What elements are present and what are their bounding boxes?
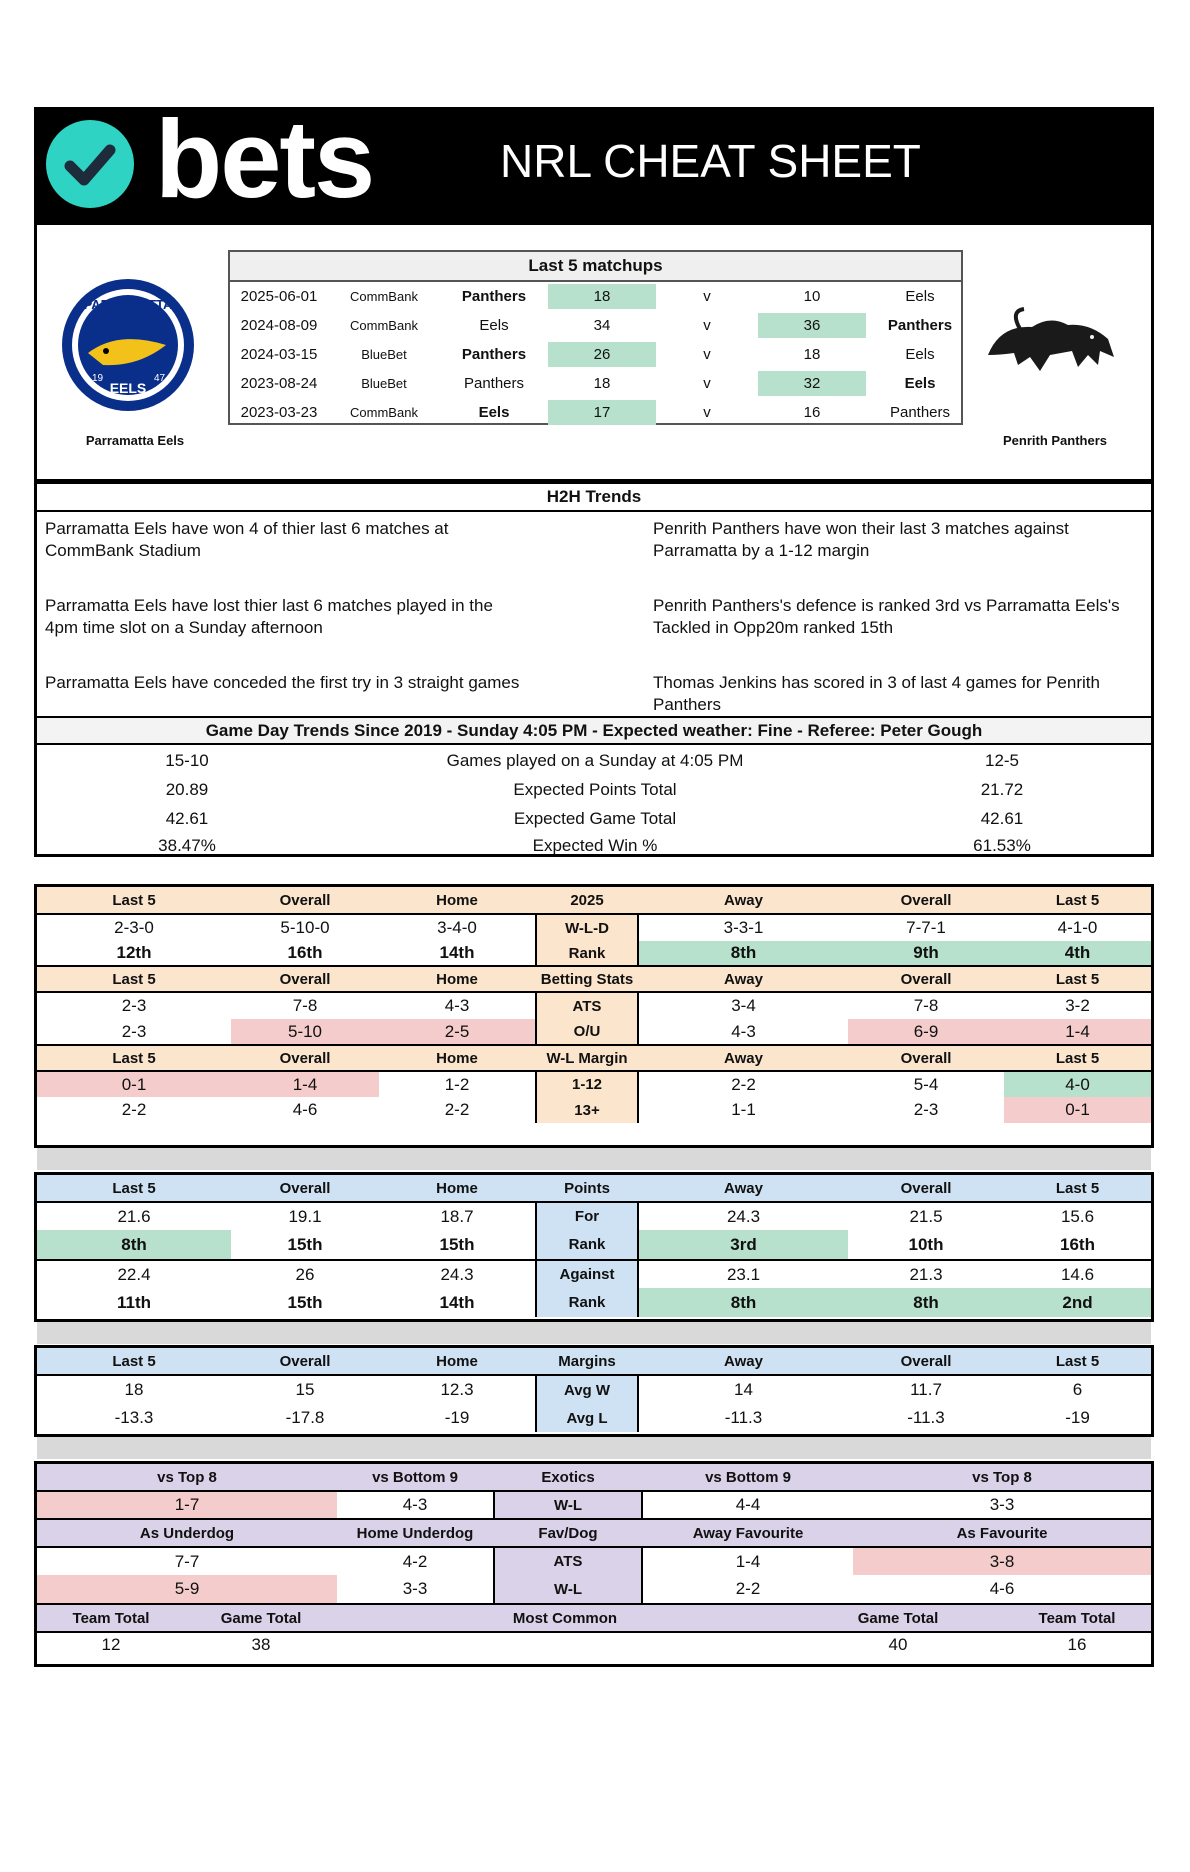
versus: v bbox=[703, 317, 711, 334]
exotics-cell: 3-3 bbox=[989, 1495, 1015, 1514]
exotics-cell: 38 bbox=[251, 1635, 271, 1654]
exotics-cell: Exotics bbox=[493, 1464, 643, 1490]
season-cell: 2-2 bbox=[731, 1074, 756, 1094]
points-cell: For bbox=[535, 1203, 639, 1230]
svg-text:47: 47 bbox=[154, 373, 166, 384]
margins-cell: -11.3 bbox=[907, 1408, 945, 1427]
season-cell: Overall bbox=[848, 967, 1004, 991]
points-header-row bbox=[37, 1175, 1151, 1201]
bets-logo-icon bbox=[46, 120, 134, 208]
last5-row bbox=[230, 369, 961, 398]
margins-cell: -13.3 bbox=[114, 1408, 154, 1427]
exotics-cell: 1-7 bbox=[37, 1492, 337, 1518]
exotics-cell: Most Common bbox=[337, 1605, 793, 1631]
season-cell: 14th bbox=[439, 943, 475, 962]
match-venue: BlueBet bbox=[361, 347, 407, 362]
away-score: 36 bbox=[758, 313, 866, 338]
separator-band bbox=[37, 1437, 1151, 1459]
match-venue: CommBank bbox=[350, 289, 418, 304]
season-cell: Last 5 bbox=[1004, 1046, 1151, 1070]
season-cell: 2-3 bbox=[913, 1100, 939, 1119]
margins-cell: Away bbox=[639, 1348, 848, 1374]
points-cell: 2nd bbox=[1004, 1288, 1151, 1317]
margins-cell: -19 bbox=[444, 1408, 470, 1427]
h2h-trend-right-1: Penrith Panthers have won their last 3 matches against Parramatta by a 1-12 margin bbox=[653, 519, 1069, 560]
exotics-cell: As Underdog bbox=[37, 1520, 337, 1546]
betting-ats-row bbox=[37, 991, 1151, 1019]
exotics-cell: vs Bottom 9 bbox=[643, 1464, 853, 1490]
season-rank-row bbox=[37, 941, 1151, 965]
season-wld-row bbox=[37, 913, 1151, 941]
season-cell: 1-2 bbox=[444, 1074, 470, 1094]
separator-band bbox=[37, 1148, 1151, 1170]
season-cell: Last 5 bbox=[1004, 887, 1151, 913]
margin-header-row bbox=[37, 1044, 1151, 1070]
versus: v bbox=[703, 404, 711, 421]
home-team: Eels bbox=[479, 317, 509, 334]
points-cell: 15th bbox=[287, 1234, 323, 1254]
exotics-cell: As Favourite bbox=[853, 1520, 1151, 1546]
season-cell: O/U bbox=[535, 1019, 639, 1044]
exotics-cell: W-L bbox=[493, 1492, 643, 1518]
season-cell: 1-1 bbox=[731, 1100, 756, 1119]
season-cell: 5-10 bbox=[231, 1019, 379, 1044]
season-cell: 2-2 bbox=[121, 1100, 147, 1119]
gameday-label: Expected Game Total bbox=[513, 808, 677, 828]
margins-cell: 15 bbox=[295, 1380, 315, 1399]
exotics-cell: 3-3 bbox=[402, 1579, 428, 1598]
away-team-name: Penrith Panthers bbox=[1002, 433, 1108, 448]
season-cell: Last 5 bbox=[37, 1046, 231, 1070]
points-cell: 15th bbox=[287, 1292, 323, 1312]
away-team: Eels bbox=[905, 346, 935, 363]
season-cell: 2-5 bbox=[379, 1019, 535, 1044]
exotics-header-row bbox=[37, 1464, 1151, 1490]
margins-panel bbox=[34, 1345, 1154, 1437]
gameday-value-away: 12-5 bbox=[984, 750, 1020, 770]
points-cell: 8th bbox=[848, 1288, 1004, 1317]
season-cell: Last 5 bbox=[37, 967, 231, 991]
season-cell: 0-1 bbox=[37, 1072, 231, 1097]
margins-cell: Margins bbox=[535, 1348, 639, 1374]
season-cell: 5-4 bbox=[913, 1074, 939, 1094]
season-cell: 4-0 bbox=[1004, 1072, 1151, 1097]
season-cell: 13+ bbox=[535, 1097, 639, 1123]
season-cell: 2-2 bbox=[444, 1100, 470, 1119]
h2h-trend-left-3: Parramatta Eels have conceded the first try in 3 straight games bbox=[45, 673, 520, 692]
season-stats-panel bbox=[34, 884, 1154, 1148]
season-cell: 16th bbox=[287, 943, 323, 962]
gameday-value-home: 42.61 bbox=[165, 808, 209, 828]
points-cell: 19.1 bbox=[288, 1206, 322, 1226]
points-cell: Overall bbox=[848, 1175, 1004, 1201]
season-cell: Overall bbox=[848, 887, 1004, 913]
margins-cell: Overall bbox=[848, 1348, 1004, 1374]
points-cell: Home bbox=[379, 1175, 535, 1201]
season-cell: 6-9 bbox=[848, 1019, 1004, 1044]
last5-matchups-table bbox=[228, 250, 963, 425]
points-for-row bbox=[37, 1201, 1151, 1230]
gameday-label: Expected Points Total bbox=[513, 779, 677, 799]
h2h-panel bbox=[34, 481, 1154, 857]
exotics-cell: vs Top 8 bbox=[853, 1464, 1151, 1490]
match-venue: CommBank bbox=[350, 318, 418, 333]
gameday-value-home: 38.47% bbox=[158, 835, 216, 855]
page-title: NRL CHEAT SHEET bbox=[500, 135, 921, 187]
match-date: 2025-06-01 bbox=[240, 288, 318, 305]
margins-avgl-row bbox=[37, 1404, 1151, 1432]
penrith-panthers-logo-icon bbox=[980, 305, 1120, 385]
points-for-rank-row bbox=[37, 1230, 1151, 1259]
season-cell: 1-12 bbox=[535, 1072, 639, 1097]
svg-text:PARRAMATTA: PARRAMATTA bbox=[83, 297, 173, 312]
away-team: Eels bbox=[904, 375, 936, 392]
match-date: 2023-03-23 bbox=[240, 404, 318, 421]
h2h-trend-left-2: Parramatta Eels have lost thier last 6 matches played in the 4pm time slot on a Sunday afternoon bbox=[45, 596, 493, 637]
margins-header-row bbox=[37, 1348, 1151, 1374]
h2h-trend-left-1: Parramatta Eels have won 4 of thier last 6 matches at CommBank Stadium bbox=[45, 519, 449, 560]
exotics-cell: Team Total bbox=[37, 1605, 185, 1631]
exotics-cell: vs Top 8 bbox=[37, 1464, 337, 1490]
exotics-cell: 1-4 bbox=[735, 1551, 761, 1571]
gameday-value-home: 15-10 bbox=[165, 750, 209, 770]
away-score: 32 bbox=[758, 371, 866, 396]
exotics-cell bbox=[337, 1633, 793, 1657]
away-score: 10 bbox=[803, 288, 821, 305]
last5-row bbox=[230, 398, 961, 427]
gameday-label: Expected Win % bbox=[532, 835, 658, 855]
exotics-cell: 4-4 bbox=[735, 1495, 761, 1514]
margins-cell: -11.3 bbox=[724, 1408, 763, 1427]
season-cell: 2-3-0 bbox=[114, 918, 154, 937]
season-cell: W-L-D bbox=[535, 915, 639, 941]
season-cell: 7-7-1 bbox=[906, 918, 946, 937]
separator-band bbox=[37, 1322, 1151, 1344]
match-date: 2023-08-24 bbox=[240, 375, 318, 392]
exotics-cell: 16 bbox=[1067, 1635, 1087, 1654]
points-cell: Rank bbox=[535, 1288, 639, 1317]
season-cell: 9th bbox=[848, 941, 1004, 965]
season-cell: Overall bbox=[231, 967, 379, 991]
margins-cell: Avg W bbox=[535, 1376, 639, 1404]
last5-title: Last 5 matchups bbox=[230, 252, 961, 282]
totals-header-row bbox=[37, 1603, 1151, 1631]
away-team: Panthers bbox=[889, 404, 951, 421]
season-cell: 7-8 bbox=[913, 996, 939, 1015]
points-against-row bbox=[37, 1259, 1151, 1288]
season-cell: Away bbox=[639, 1046, 848, 1070]
season-cell: 1-4 bbox=[1004, 1019, 1151, 1044]
favdog-header-row bbox=[37, 1518, 1151, 1546]
last5-row bbox=[230, 282, 961, 311]
points-cell: 8th bbox=[37, 1230, 231, 1259]
season-cell: 3-4-0 bbox=[437, 918, 477, 937]
exotics-cell: Away Favourite bbox=[643, 1520, 853, 1546]
exotics-cell: 40 bbox=[888, 1635, 908, 1654]
season-cell: 12th bbox=[116, 943, 152, 962]
season-cell: 4-1-0 bbox=[1057, 918, 1098, 937]
home-team: Panthers bbox=[461, 346, 527, 363]
exotics-cell: vs Bottom 9 bbox=[337, 1464, 493, 1490]
gameday-title: Game Day Trends Since 2019 - Sunday 4:05 PM - Expected weather: Fine - Referee: Peter Gough bbox=[37, 716, 1151, 745]
away-score: 16 bbox=[803, 404, 821, 421]
season-cell: Overall bbox=[231, 1046, 379, 1070]
season-cell: Home bbox=[379, 887, 535, 913]
margins-cell: Avg L bbox=[535, 1404, 639, 1432]
points-cell: Last 5 bbox=[1004, 1175, 1151, 1201]
away-team: Eels bbox=[905, 288, 935, 305]
margins-cell: Last 5 bbox=[37, 1348, 231, 1374]
gameday-row bbox=[37, 804, 1151, 833]
points-cell: 16th bbox=[1060, 1234, 1095, 1254]
gameday-label: Games played on a Sunday at 4:05 PM bbox=[446, 750, 744, 770]
season-cell: 7-8 bbox=[292, 996, 318, 1015]
exotics-wl-row bbox=[37, 1490, 1151, 1518]
season-cell: 3-3-1 bbox=[723, 918, 764, 937]
match-date: 2024-03-15 bbox=[240, 346, 318, 363]
season-cell: 4-3 bbox=[731, 1021, 756, 1041]
points-cell: 11th bbox=[116, 1292, 152, 1312]
margins-cell: Home bbox=[379, 1348, 535, 1374]
points-cell: 24.3 bbox=[726, 1206, 761, 1226]
exotics-panel bbox=[34, 1461, 1154, 1667]
match-date: 2024-08-09 bbox=[240, 317, 318, 334]
gameday-value-away: 42.61 bbox=[980, 808, 1024, 828]
season-cell: 4th bbox=[1004, 941, 1151, 965]
gameday-table bbox=[37, 746, 1151, 858]
season-cell: 2025 bbox=[535, 887, 639, 913]
season-cell: 5-10-0 bbox=[280, 918, 330, 937]
season-cell: Betting Stats bbox=[535, 967, 639, 991]
points-cell: 15.6 bbox=[1060, 1206, 1095, 1226]
points-cell: 24.3 bbox=[440, 1264, 474, 1284]
points-cell: 14.6 bbox=[1060, 1264, 1095, 1284]
points-panel bbox=[34, 1172, 1154, 1322]
points-cell: 14th bbox=[439, 1292, 475, 1312]
versus: v bbox=[703, 346, 711, 363]
svg-text:19: 19 bbox=[92, 373, 104, 384]
exotics-cell: 2-2 bbox=[735, 1579, 761, 1598]
margins-cell: 18 bbox=[124, 1380, 144, 1399]
exotics-cell: 3-8 bbox=[853, 1548, 1151, 1575]
h2h-trend-right-2: Penrith Panthers's defence is ranked 3rd vs Parramatta Eels's Tackled in Opp20m ranked 15th bbox=[653, 596, 1120, 637]
home-score: 26 bbox=[548, 342, 656, 367]
last5-row bbox=[230, 340, 961, 369]
season-cell: Overall bbox=[231, 887, 379, 913]
season-cell: Overall bbox=[848, 1046, 1004, 1070]
gameday-value-away: 21.72 bbox=[980, 779, 1024, 799]
h2h-title: H2H Trends bbox=[37, 484, 1151, 512]
season-cell: Home bbox=[379, 967, 535, 991]
season-cell: Away bbox=[639, 887, 848, 913]
points-cell: 26 bbox=[295, 1264, 315, 1284]
match-venue: CommBank bbox=[350, 405, 418, 420]
home-score: 18 bbox=[548, 284, 656, 309]
season-cell: ATS bbox=[535, 993, 639, 1019]
match-venue: BlueBet bbox=[361, 376, 407, 391]
exotics-cell: W-L bbox=[493, 1575, 643, 1603]
totals-values-row bbox=[37, 1631, 1151, 1657]
gameday-row bbox=[37, 833, 1151, 858]
exotics-cell: Home Underdog bbox=[337, 1520, 493, 1546]
season-cell: 3-2 bbox=[1065, 996, 1090, 1015]
home-team: Panthers bbox=[463, 375, 525, 392]
exotics-cell: 4-6 bbox=[989, 1579, 1015, 1598]
exotics-cell: 7-7 bbox=[174, 1551, 200, 1571]
home-score: 18 bbox=[593, 375, 611, 392]
season-cell: Last 5 bbox=[37, 887, 231, 913]
exotics-cell: Team Total bbox=[1003, 1605, 1151, 1631]
svg-text:EELS: EELS bbox=[109, 380, 147, 396]
away-team: Panthers bbox=[887, 317, 953, 334]
season-cell: W-L Margin bbox=[535, 1046, 639, 1070]
margins-cell: 14 bbox=[734, 1380, 753, 1399]
season-header-row bbox=[37, 887, 1151, 913]
margins-cell: -17.8 bbox=[285, 1408, 325, 1427]
exotics-cell: 4-3 bbox=[402, 1495, 428, 1514]
margin-1-12-row bbox=[37, 1070, 1151, 1097]
points-cell: 15th bbox=[439, 1234, 475, 1254]
points-cell: 21.6 bbox=[117, 1206, 151, 1226]
season-cell: Away bbox=[639, 967, 848, 991]
margins-cell: Overall bbox=[231, 1348, 379, 1374]
exotics-cell: Game Total bbox=[185, 1605, 337, 1631]
gameday-value-home: 20.89 bbox=[165, 779, 209, 799]
points-cell: 10th bbox=[908, 1234, 944, 1254]
exotics-cell: ATS bbox=[493, 1548, 643, 1575]
favdog-wl-row bbox=[37, 1575, 1151, 1603]
points-cell: 23.1 bbox=[726, 1264, 761, 1284]
gameday-value-away: 61.53% bbox=[973, 835, 1031, 855]
margins-cell: -19 bbox=[1065, 1408, 1090, 1427]
season-cell: 2-3 bbox=[121, 1021, 147, 1041]
margins-avgw-row bbox=[37, 1374, 1151, 1404]
points-cell: 3rd bbox=[639, 1230, 848, 1259]
margins-cell: 12.3 bbox=[440, 1380, 474, 1399]
points-cell: Last 5 bbox=[37, 1175, 231, 1201]
points-cell: 21.3 bbox=[909, 1264, 943, 1284]
points-cell: Against bbox=[535, 1261, 639, 1288]
season-cell: 2-3 bbox=[121, 996, 147, 1015]
margins-cell: Last 5 bbox=[1004, 1348, 1151, 1374]
exotics-cell: 4-2 bbox=[402, 1551, 428, 1571]
season-cell: 4-3 bbox=[444, 996, 470, 1015]
home-score: 34 bbox=[593, 317, 611, 334]
margins-cell: 11.7 bbox=[910, 1380, 942, 1399]
exotics-cell: Fav/Dog bbox=[493, 1520, 643, 1546]
points-cell: 18.7 bbox=[440, 1206, 474, 1226]
exotics-cell: Game Total bbox=[793, 1605, 1003, 1631]
season-cell: 4-6 bbox=[292, 1100, 318, 1119]
brand-logo-text: bets bbox=[155, 98, 374, 221]
season-cell: 1-4 bbox=[231, 1072, 379, 1097]
points-cell: 22.4 bbox=[117, 1264, 151, 1284]
exotics-cell: 5-9 bbox=[37, 1575, 337, 1603]
points-cell: Overall bbox=[231, 1175, 379, 1201]
betting-ou-row bbox=[37, 1019, 1151, 1044]
margins-cell: 6 bbox=[1072, 1380, 1083, 1399]
away-score: 18 bbox=[803, 346, 821, 363]
season-cell: 8th bbox=[639, 941, 848, 965]
home-score: 17 bbox=[548, 400, 656, 425]
season-cell: Home bbox=[379, 1046, 535, 1070]
points-cell: Rank bbox=[535, 1230, 639, 1259]
parramatta-eels-logo-icon bbox=[58, 275, 198, 415]
h2h-trend-right-3: Thomas Jenkins has scored in 3 of last 4 games for Penrith Panthers bbox=[653, 673, 1100, 714]
versus: v bbox=[703, 288, 711, 305]
margin-13plus-row bbox=[37, 1097, 1151, 1123]
points-cell: Points bbox=[535, 1175, 639, 1201]
points-cell: 21.5 bbox=[909, 1206, 943, 1226]
versus: v bbox=[703, 375, 711, 392]
gameday-row bbox=[37, 746, 1151, 775]
betting-header-row bbox=[37, 965, 1151, 991]
season-cell: Rank bbox=[535, 941, 639, 965]
season-cell: Last 5 bbox=[1004, 967, 1151, 991]
points-against-rank-row bbox=[37, 1288, 1151, 1317]
home-team: Eels bbox=[478, 404, 510, 421]
season-cell: 3-4 bbox=[731, 996, 756, 1015]
points-cell: Away bbox=[639, 1175, 848, 1201]
points-cell: 8th bbox=[639, 1288, 848, 1317]
season-cell: 0-1 bbox=[1004, 1097, 1151, 1123]
exotics-cell: 12 bbox=[101, 1635, 121, 1654]
favdog-ats-row bbox=[37, 1546, 1151, 1575]
home-team-name: Parramatta Eels bbox=[85, 433, 185, 448]
last5-row bbox=[230, 311, 961, 340]
gameday-row bbox=[37, 775, 1151, 804]
home-team: Panthers bbox=[461, 288, 527, 305]
